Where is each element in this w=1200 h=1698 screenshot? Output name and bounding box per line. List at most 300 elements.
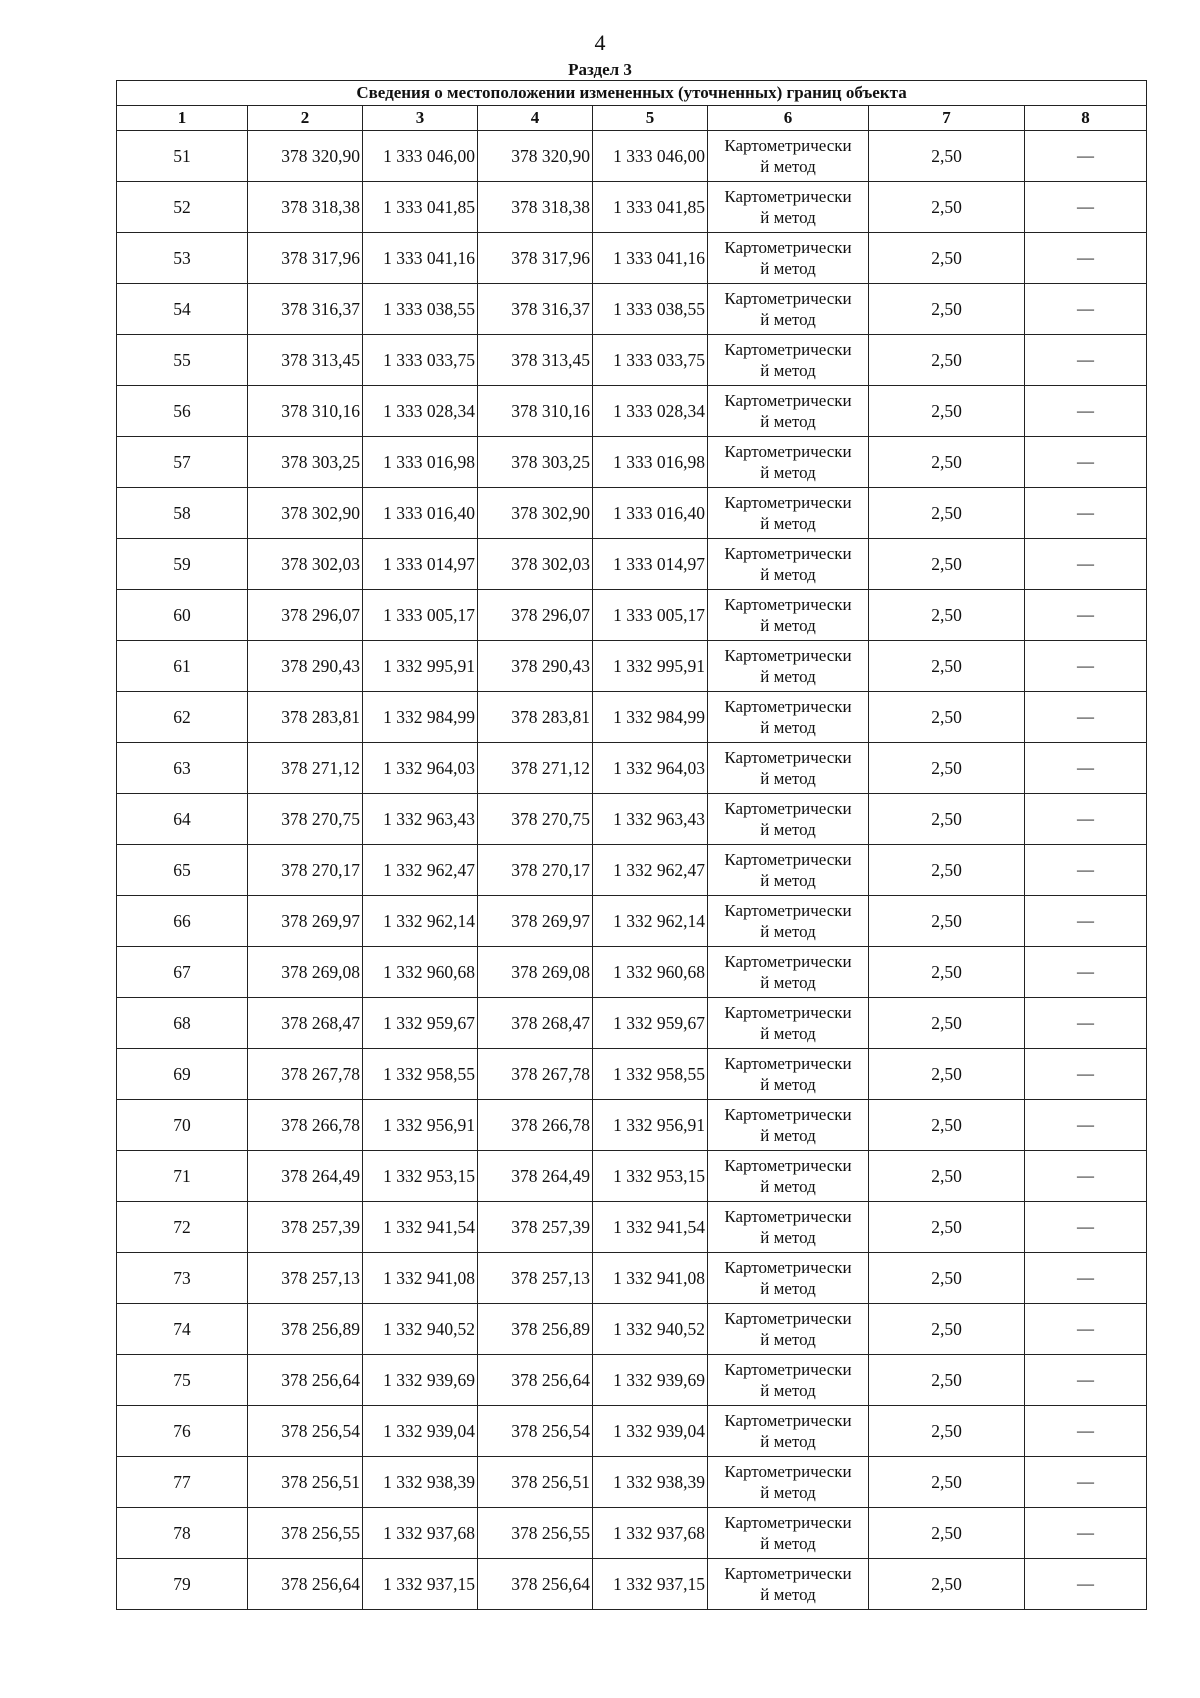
point-number-cell: 73 bbox=[117, 1253, 248, 1304]
column-number: 3 bbox=[363, 106, 478, 131]
method-text-line: й метод bbox=[760, 259, 816, 278]
method-text-line: й метод bbox=[760, 922, 816, 941]
method-cell bbox=[708, 743, 869, 794]
existing-x-cell: 378 283,81 bbox=[248, 692, 363, 743]
refined-x-cell: 378 256,89 bbox=[478, 1304, 593, 1355]
description-cell: — bbox=[1025, 488, 1147, 539]
existing-y-cell: 1 332 941,54 bbox=[363, 1202, 478, 1253]
method-cell bbox=[708, 1508, 869, 1559]
method-text-line: й метод bbox=[760, 1126, 816, 1145]
description-cell: — bbox=[1025, 539, 1147, 590]
refined-x-cell: 378 270,17 bbox=[478, 845, 593, 896]
existing-y-cell: 1 332 959,67 bbox=[363, 998, 478, 1049]
description-cell: — bbox=[1025, 590, 1147, 641]
refined-x-cell: 378 283,81 bbox=[478, 692, 593, 743]
refined-x-cell: 378 257,13 bbox=[478, 1253, 593, 1304]
point-number-cell: 54 bbox=[117, 284, 248, 335]
point-number-cell: 65 bbox=[117, 845, 248, 896]
refined-y-cell: 1 333 005,17 bbox=[593, 590, 708, 641]
method-text-line: Картометрически bbox=[724, 1105, 852, 1124]
table-row bbox=[117, 539, 1147, 590]
existing-y-cell: 1 333 028,34 bbox=[363, 386, 478, 437]
method-cell bbox=[708, 794, 869, 845]
method-text-line: Картометрически bbox=[724, 391, 852, 410]
point-number-cell: 56 bbox=[117, 386, 248, 437]
existing-x-cell: 378 316,37 bbox=[248, 284, 363, 335]
refined-y-cell: 1 333 016,40 bbox=[593, 488, 708, 539]
column-number: 6 bbox=[708, 106, 869, 131]
existing-y-cell: 1 332 963,43 bbox=[363, 794, 478, 845]
column-number: 7 bbox=[869, 106, 1025, 131]
existing-y-cell: 1 332 962,14 bbox=[363, 896, 478, 947]
existing-y-cell: 1 333 041,85 bbox=[363, 182, 478, 233]
method-cell bbox=[708, 1406, 869, 1457]
method-text-line: Картометрически bbox=[724, 238, 852, 257]
point-number-cell: 74 bbox=[117, 1304, 248, 1355]
point-number-cell: 59 bbox=[117, 539, 248, 590]
refined-x-cell: 378 268,47 bbox=[478, 998, 593, 1049]
refined-y-cell: 1 332 953,15 bbox=[593, 1151, 708, 1202]
table-row bbox=[117, 386, 1147, 437]
refined-y-cell: 1 333 046,00 bbox=[593, 131, 708, 182]
method-cell bbox=[708, 284, 869, 335]
accuracy-cell: 2,50 bbox=[869, 947, 1025, 998]
table-row bbox=[117, 1100, 1147, 1151]
refined-x-cell: 378 303,25 bbox=[478, 437, 593, 488]
existing-x-cell: 378 267,78 bbox=[248, 1049, 363, 1100]
method-cell bbox=[708, 233, 869, 284]
description-cell: — bbox=[1025, 1151, 1147, 1202]
accuracy-cell: 2,50 bbox=[869, 437, 1025, 488]
method-cell bbox=[708, 1253, 869, 1304]
refined-y-cell: 1 333 033,75 bbox=[593, 335, 708, 386]
refined-y-cell: 1 332 984,99 bbox=[593, 692, 708, 743]
table-row bbox=[117, 1355, 1147, 1406]
description-cell: — bbox=[1025, 1304, 1147, 1355]
table-body bbox=[117, 131, 1147, 1610]
refined-y-cell: 1 332 964,03 bbox=[593, 743, 708, 794]
description-cell: — bbox=[1025, 335, 1147, 386]
table-row bbox=[117, 1508, 1147, 1559]
description-cell: — bbox=[1025, 1049, 1147, 1100]
accuracy-cell: 2,50 bbox=[869, 845, 1025, 896]
method-text-line: й метод bbox=[760, 1024, 816, 1043]
refined-x-cell: 378 269,08 bbox=[478, 947, 593, 998]
accuracy-cell: 2,50 bbox=[869, 641, 1025, 692]
method-text-line: й метод bbox=[760, 565, 816, 584]
method-text-line: Картометрически bbox=[724, 442, 852, 461]
accuracy-cell: 2,50 bbox=[869, 1508, 1025, 1559]
existing-y-cell: 1 333 016,98 bbox=[363, 437, 478, 488]
point-number-cell: 66 bbox=[117, 896, 248, 947]
method-text-line: Картометрически bbox=[724, 493, 852, 512]
method-cell bbox=[708, 641, 869, 692]
refined-y-cell: 1 333 041,85 bbox=[593, 182, 708, 233]
refined-x-cell: 378 317,96 bbox=[478, 233, 593, 284]
method-text-line: й метод bbox=[760, 616, 816, 635]
point-number-cell: 58 bbox=[117, 488, 248, 539]
description-cell: — bbox=[1025, 1508, 1147, 1559]
refined-x-cell: 378 302,90 bbox=[478, 488, 593, 539]
existing-x-cell: 378 270,17 bbox=[248, 845, 363, 896]
refined-x-cell: 378 318,38 bbox=[478, 182, 593, 233]
refined-x-cell: 378 266,78 bbox=[478, 1100, 593, 1151]
existing-y-cell: 1 332 958,55 bbox=[363, 1049, 478, 1100]
method-text-line: й метод bbox=[760, 769, 816, 788]
table-row bbox=[117, 641, 1147, 692]
existing-x-cell: 378 302,03 bbox=[248, 539, 363, 590]
refined-x-cell: 378 256,55 bbox=[478, 1508, 593, 1559]
accuracy-cell: 2,50 bbox=[869, 233, 1025, 284]
table-row bbox=[117, 437, 1147, 488]
method-text-line: й метод bbox=[760, 667, 816, 686]
table-row bbox=[117, 1049, 1147, 1100]
method-cell bbox=[708, 1202, 869, 1253]
accuracy-cell: 2,50 bbox=[869, 335, 1025, 386]
point-number-cell: 72 bbox=[117, 1202, 248, 1253]
method-cell bbox=[708, 896, 869, 947]
point-number-cell: 52 bbox=[117, 182, 248, 233]
method-text-line: й метод bbox=[760, 1432, 816, 1451]
existing-y-cell: 1 333 033,75 bbox=[363, 335, 478, 386]
refined-y-cell: 1 332 960,68 bbox=[593, 947, 708, 998]
table-row bbox=[117, 947, 1147, 998]
method-text-line: й метод bbox=[760, 1585, 816, 1604]
table-row bbox=[117, 335, 1147, 386]
refined-y-cell: 1 332 941,54 bbox=[593, 1202, 708, 1253]
refined-y-cell: 1 332 956,91 bbox=[593, 1100, 708, 1151]
description-cell: — bbox=[1025, 1253, 1147, 1304]
description-cell: — bbox=[1025, 794, 1147, 845]
point-number-cell: 77 bbox=[117, 1457, 248, 1508]
accuracy-cell: 2,50 bbox=[869, 182, 1025, 233]
table-row bbox=[117, 1406, 1147, 1457]
accuracy-cell: 2,50 bbox=[869, 896, 1025, 947]
description-cell: — bbox=[1025, 233, 1147, 284]
description-cell: — bbox=[1025, 1406, 1147, 1457]
method-text-line: й метод bbox=[760, 463, 816, 482]
existing-y-cell: 1 332 939,69 bbox=[363, 1355, 478, 1406]
existing-x-cell: 378 256,89 bbox=[248, 1304, 363, 1355]
existing-x-cell: 378 269,97 bbox=[248, 896, 363, 947]
refined-y-cell: 1 332 963,43 bbox=[593, 794, 708, 845]
refined-x-cell: 378 256,64 bbox=[478, 1559, 593, 1610]
existing-y-cell: 1 332 956,91 bbox=[363, 1100, 478, 1151]
method-text-line: Картометрически bbox=[724, 1207, 852, 1226]
method-text-line: й метод bbox=[760, 361, 816, 380]
refined-y-cell: 1 333 038,55 bbox=[593, 284, 708, 335]
refined-x-cell: 378 302,03 bbox=[478, 539, 593, 590]
table-row bbox=[117, 1457, 1147, 1508]
method-text-line: Картометрически bbox=[724, 697, 852, 716]
method-text-line: Картометрически bbox=[724, 1258, 852, 1277]
column-number: 8 bbox=[1025, 106, 1147, 131]
point-number-cell: 60 bbox=[117, 590, 248, 641]
refined-y-cell: 1 332 939,04 bbox=[593, 1406, 708, 1457]
existing-y-cell: 1 332 937,68 bbox=[363, 1508, 478, 1559]
point-number-cell: 51 bbox=[117, 131, 248, 182]
existing-y-cell: 1 332 939,04 bbox=[363, 1406, 478, 1457]
refined-y-cell: 1 332 995,91 bbox=[593, 641, 708, 692]
refined-x-cell: 378 256,51 bbox=[478, 1457, 593, 1508]
accuracy-cell: 2,50 bbox=[869, 386, 1025, 437]
method-text-line: Картометрически bbox=[724, 1309, 852, 1328]
point-number-cell: 69 bbox=[117, 1049, 248, 1100]
existing-y-cell: 1 332 960,68 bbox=[363, 947, 478, 998]
existing-y-cell: 1 332 937,15 bbox=[363, 1559, 478, 1610]
refined-y-cell: 1 332 962,14 bbox=[593, 896, 708, 947]
method-text-line: Картометрически bbox=[724, 850, 852, 869]
method-text-line: Картометрически bbox=[724, 1054, 852, 1073]
existing-x-cell: 378 264,49 bbox=[248, 1151, 363, 1202]
refined-x-cell: 378 320,90 bbox=[478, 131, 593, 182]
refined-y-cell: 1 333 016,98 bbox=[593, 437, 708, 488]
refined-x-cell: 378 271,12 bbox=[478, 743, 593, 794]
method-text-line: й метод bbox=[760, 820, 816, 839]
point-number-cell: 55 bbox=[117, 335, 248, 386]
existing-x-cell: 378 257,39 bbox=[248, 1202, 363, 1253]
table-row bbox=[117, 1304, 1147, 1355]
existing-x-cell: 378 303,25 bbox=[248, 437, 363, 488]
accuracy-cell: 2,50 bbox=[869, 1202, 1025, 1253]
existing-x-cell: 378 268,47 bbox=[248, 998, 363, 1049]
method-cell bbox=[708, 845, 869, 896]
existing-y-cell: 1 332 964,03 bbox=[363, 743, 478, 794]
existing-x-cell: 378 270,75 bbox=[248, 794, 363, 845]
existing-y-cell: 1 333 005,17 bbox=[363, 590, 478, 641]
method-text-line: Картометрически bbox=[724, 340, 852, 359]
refined-y-cell: 1 332 958,55 bbox=[593, 1049, 708, 1100]
accuracy-cell: 2,50 bbox=[869, 590, 1025, 641]
method-text-line: й метод bbox=[760, 871, 816, 890]
description-cell: — bbox=[1025, 1100, 1147, 1151]
accuracy-cell: 2,50 bbox=[869, 1559, 1025, 1610]
table-row bbox=[117, 743, 1147, 794]
existing-y-cell: 1 332 940,52 bbox=[363, 1304, 478, 1355]
accuracy-cell: 2,50 bbox=[869, 1406, 1025, 1457]
method-cell bbox=[708, 947, 869, 998]
accuracy-cell: 2,50 bbox=[869, 692, 1025, 743]
existing-x-cell: 378 313,45 bbox=[248, 335, 363, 386]
refined-y-cell: 1 332 940,52 bbox=[593, 1304, 708, 1355]
method-cell bbox=[708, 590, 869, 641]
point-number-cell: 68 bbox=[117, 998, 248, 1049]
refined-y-cell: 1 332 939,69 bbox=[593, 1355, 708, 1406]
point-number-cell: 75 bbox=[117, 1355, 248, 1406]
method-cell bbox=[708, 1151, 869, 1202]
method-text-line: Картометрически bbox=[724, 646, 852, 665]
method-text-line: Картометрически bbox=[724, 1564, 852, 1583]
description-cell: — bbox=[1025, 896, 1147, 947]
method-cell bbox=[708, 1559, 869, 1610]
point-number-cell: 63 bbox=[117, 743, 248, 794]
accuracy-cell: 2,50 bbox=[869, 1151, 1025, 1202]
method-cell bbox=[708, 182, 869, 233]
accuracy-cell: 2,50 bbox=[869, 1457, 1025, 1508]
table-row bbox=[117, 998, 1147, 1049]
table-row bbox=[117, 488, 1147, 539]
method-text-line: Картометрически bbox=[724, 1003, 852, 1022]
existing-y-cell: 1 332 953,15 bbox=[363, 1151, 478, 1202]
point-number-cell: 61 bbox=[117, 641, 248, 692]
refined-x-cell: 378 267,78 bbox=[478, 1049, 593, 1100]
section-title: Раздел 3 bbox=[568, 60, 632, 79]
description-cell: — bbox=[1025, 284, 1147, 335]
method-text-line: Картометрически bbox=[724, 748, 852, 767]
description-cell: — bbox=[1025, 386, 1147, 437]
existing-y-cell: 1 332 938,39 bbox=[363, 1457, 478, 1508]
method-cell bbox=[708, 1304, 869, 1355]
refined-x-cell: 378 270,75 bbox=[478, 794, 593, 845]
description-cell: — bbox=[1025, 182, 1147, 233]
description-cell: — bbox=[1025, 1202, 1147, 1253]
method-text-line: Картометрически bbox=[724, 1411, 852, 1430]
accuracy-cell: 2,50 bbox=[869, 998, 1025, 1049]
existing-y-cell: 1 333 038,55 bbox=[363, 284, 478, 335]
method-text-line: й метод bbox=[760, 1330, 816, 1349]
method-cell bbox=[708, 1355, 869, 1406]
page-number: 4 bbox=[594, 30, 606, 55]
column-number: 5 bbox=[593, 106, 708, 131]
refined-x-cell: 378 290,43 bbox=[478, 641, 593, 692]
table-row bbox=[117, 182, 1147, 233]
existing-y-cell: 1 332 984,99 bbox=[363, 692, 478, 743]
description-cell: — bbox=[1025, 1355, 1147, 1406]
existing-y-cell: 1 333 014,97 bbox=[363, 539, 478, 590]
description-cell: — bbox=[1025, 743, 1147, 794]
table-caption: Сведения о местоположении измененных (уточненных) границ объекта bbox=[117, 81, 1147, 106]
method-text-line: Картометрически bbox=[724, 1462, 852, 1481]
column-number: 1 bbox=[117, 106, 248, 131]
table-row bbox=[117, 284, 1147, 335]
accuracy-cell: 2,50 bbox=[869, 539, 1025, 590]
accuracy-cell: 2,50 bbox=[869, 743, 1025, 794]
existing-x-cell: 378 271,12 bbox=[248, 743, 363, 794]
accuracy-cell: 2,50 bbox=[869, 488, 1025, 539]
refined-y-cell: 1 332 937,15 bbox=[593, 1559, 708, 1610]
description-cell: — bbox=[1025, 947, 1147, 998]
existing-x-cell: 378 256,54 bbox=[248, 1406, 363, 1457]
method-cell bbox=[708, 998, 869, 1049]
refined-y-cell: 1 333 028,34 bbox=[593, 386, 708, 437]
existing-x-cell: 378 256,64 bbox=[248, 1355, 363, 1406]
accuracy-cell: 2,50 bbox=[869, 794, 1025, 845]
method-text-line: Картометрически bbox=[724, 544, 852, 563]
method-text-line: Картометрически bbox=[724, 1156, 852, 1175]
method-text-line: й метод bbox=[760, 1228, 816, 1247]
refined-y-cell: 1 332 937,68 bbox=[593, 1508, 708, 1559]
description-cell: — bbox=[1025, 845, 1147, 896]
method-text-line: й метод bbox=[760, 1177, 816, 1196]
method-text-line: Картометрически bbox=[724, 901, 852, 920]
accuracy-cell: 2,50 bbox=[869, 1253, 1025, 1304]
existing-y-cell: 1 333 016,40 bbox=[363, 488, 478, 539]
existing-y-cell: 1 333 046,00 bbox=[363, 131, 478, 182]
method-text-line: й метод bbox=[760, 310, 816, 329]
existing-x-cell: 378 320,90 bbox=[248, 131, 363, 182]
point-number-cell: 57 bbox=[117, 437, 248, 488]
existing-y-cell: 1 333 041,16 bbox=[363, 233, 478, 284]
method-text-line: Картометрически bbox=[724, 136, 852, 155]
method-text-line: Картометрически bbox=[724, 799, 852, 818]
point-number-cell: 62 bbox=[117, 692, 248, 743]
refined-x-cell: 378 313,45 bbox=[478, 335, 593, 386]
existing-x-cell: 378 318,38 bbox=[248, 182, 363, 233]
accuracy-cell: 2,50 bbox=[869, 1049, 1025, 1100]
refined-y-cell: 1 332 959,67 bbox=[593, 998, 708, 1049]
point-number-cell: 76 bbox=[117, 1406, 248, 1457]
method-cell bbox=[708, 335, 869, 386]
existing-x-cell: 378 317,96 bbox=[248, 233, 363, 284]
table-row bbox=[117, 131, 1147, 182]
table-row bbox=[117, 1151, 1147, 1202]
description-cell: — bbox=[1025, 641, 1147, 692]
table-row bbox=[117, 692, 1147, 743]
refined-y-cell: 1 332 941,08 bbox=[593, 1253, 708, 1304]
method-cell bbox=[708, 539, 869, 590]
point-number-cell: 53 bbox=[117, 233, 248, 284]
description-cell: — bbox=[1025, 131, 1147, 182]
point-number-cell: 79 bbox=[117, 1559, 248, 1610]
refined-y-cell: 1 333 041,16 bbox=[593, 233, 708, 284]
point-number-cell: 78 bbox=[117, 1508, 248, 1559]
method-text-line: й метод bbox=[760, 1381, 816, 1400]
method-text-line: й метод bbox=[760, 1279, 816, 1298]
method-cell bbox=[708, 131, 869, 182]
accuracy-cell: 2,50 bbox=[869, 131, 1025, 182]
method-text-line: й метод bbox=[760, 1534, 816, 1553]
existing-y-cell: 1 332 962,47 bbox=[363, 845, 478, 896]
description-cell: — bbox=[1025, 1457, 1147, 1508]
table-row bbox=[117, 1559, 1147, 1610]
table-row bbox=[117, 233, 1147, 284]
method-text-line: Картометрически bbox=[724, 595, 852, 614]
method-cell bbox=[708, 437, 869, 488]
table-row bbox=[117, 1253, 1147, 1304]
accuracy-cell: 2,50 bbox=[869, 284, 1025, 335]
existing-x-cell: 378 302,90 bbox=[248, 488, 363, 539]
refined-x-cell: 378 310,16 bbox=[478, 386, 593, 437]
existing-x-cell: 378 290,43 bbox=[248, 641, 363, 692]
description-cell: — bbox=[1025, 437, 1147, 488]
existing-y-cell: 1 332 941,08 bbox=[363, 1253, 478, 1304]
method-text-line: й метод bbox=[760, 1075, 816, 1094]
method-cell bbox=[708, 386, 869, 437]
boundary-coordinates-table bbox=[116, 80, 1147, 1610]
refined-y-cell: 1 332 938,39 bbox=[593, 1457, 708, 1508]
refined-y-cell: 1 332 962,47 bbox=[593, 845, 708, 896]
existing-x-cell: 378 257,13 bbox=[248, 1253, 363, 1304]
method-text-line: Картометрически bbox=[724, 289, 852, 308]
method-text-line: й метод bbox=[760, 157, 816, 176]
refined-x-cell: 378 264,49 bbox=[478, 1151, 593, 1202]
method-text-line: Картометрически bbox=[724, 1360, 852, 1379]
refined-x-cell: 378 316,37 bbox=[478, 284, 593, 335]
method-text-line: й метод bbox=[760, 1483, 816, 1502]
accuracy-cell: 2,50 bbox=[869, 1355, 1025, 1406]
accuracy-cell: 2,50 bbox=[869, 1304, 1025, 1355]
column-number: 2 bbox=[248, 106, 363, 131]
existing-x-cell: 378 296,07 bbox=[248, 590, 363, 641]
method-text-line: й метод bbox=[760, 718, 816, 737]
method-text-line: й метод bbox=[760, 973, 816, 992]
existing-x-cell: 378 269,08 bbox=[248, 947, 363, 998]
method-cell bbox=[708, 1049, 869, 1100]
refined-x-cell: 378 256,54 bbox=[478, 1406, 593, 1457]
point-number-cell: 64 bbox=[117, 794, 248, 845]
method-cell bbox=[708, 1457, 869, 1508]
point-number-cell: 70 bbox=[117, 1100, 248, 1151]
